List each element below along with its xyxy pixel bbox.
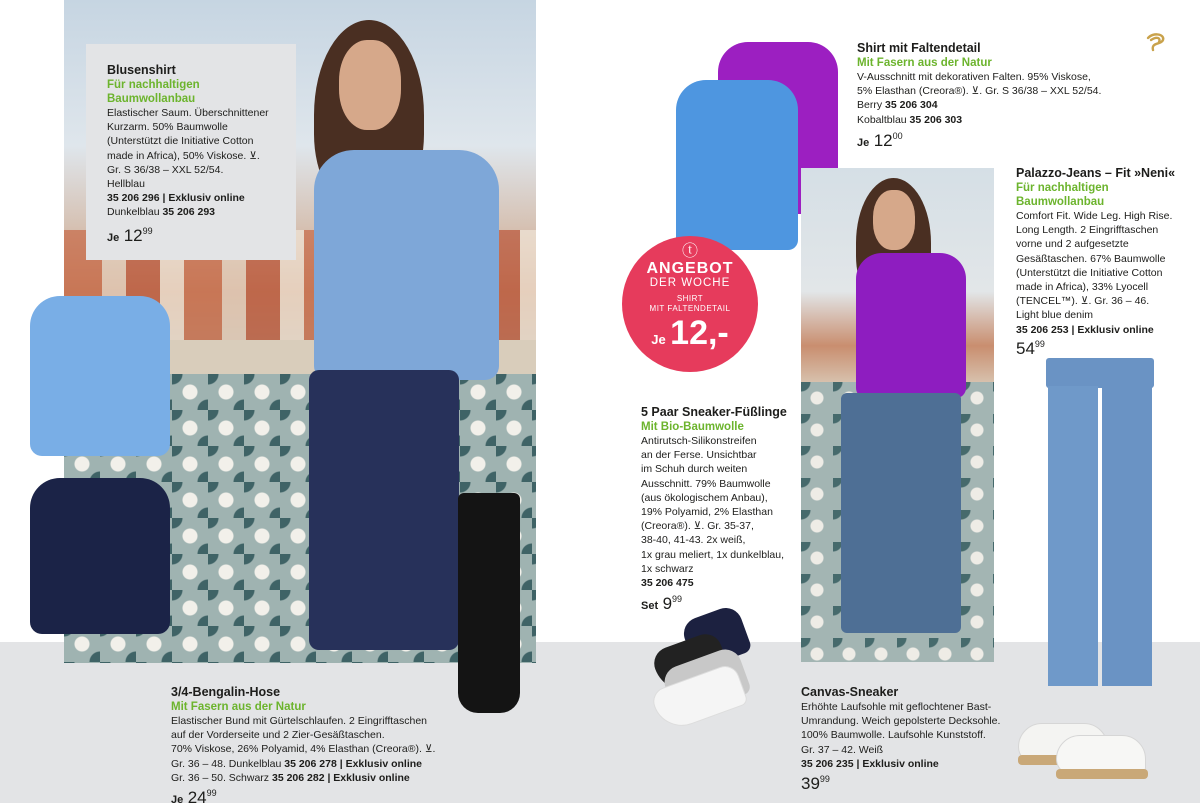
palazzo-tagline-1: Für nachhaltigen [1016,182,1109,194]
bengalin-line-4: Gr. 36 – 48. Dunkelblau 35 206 278 | Exklusiv online [171,757,423,770]
socks-line-7: (Creora®). ⊻. Gr. 35-37, [641,520,754,533]
socks-line-4: Ausschnitt. 79% Baumwolle [641,477,771,490]
socks-line-8: 38-40, 41-43. 2x weiß, [641,534,746,547]
socks-tagline: Mit Bio-Baumwolle [641,421,744,433]
shirt-falten-info [857,40,1127,151]
socks-title: 5 Paar Sneaker-Füßlinge [641,405,787,419]
blusenshirt-tagline-2: Baumwollanbau [107,93,196,105]
bengalin-line-1: Elastischer Bund mit Gürtelschlaufen. 2 Eingrifftaschen [171,715,428,727]
palazzo-article: 35 206 253 | Exklusiv online [1016,323,1154,336]
palazzo-price: $54^{99}$ [1016,338,1045,358]
shirt-falten-line-2: 5% Elasthan (Creora®). ⊻. Gr. S 36/38 – XXL 52/54. [857,85,1102,98]
sneaker-socks-image [646,612,776,722]
socks-line-1: Antirutsch-Silikonstreifen [641,435,757,447]
tchibo-bean-logo-icon [1143,30,1169,56]
shirt-falten-tagline: Mit Fasern aus der Natur [857,57,992,69]
bengalin-line-2: auf der Vorderseite und 2 Zier-Gesäßtaschen. [171,729,385,742]
blusenshirt-line-4: made in Africa), 50% Viskose. ⊻. [107,149,260,162]
shirt-falten-berry: Berry 35 206 304 [857,99,938,112]
bengalin-tagline: Mit Fasern aus der Natur [171,701,306,713]
socks-article: 35 206 475 [641,577,694,590]
shirt-dark-blue-image [30,478,170,634]
blusenshirt-line-2: Kurzarm. 50% Baumwolle [107,121,228,134]
sneaker-right-sole [1056,769,1148,779]
palazzo-line-8: Light blue denim [1016,309,1094,322]
blusenshirt-info-box [86,44,296,260]
wash-icon: ⊻ [249,149,257,162]
model-pants [309,370,459,650]
palazzo-jeans-image [1046,358,1154,686]
blusenshirt-line-3: (Unterstützt die Initiative Cotton [107,135,254,148]
socks-price: Set $9^{99}$ [641,594,683,614]
model-face [339,40,401,130]
offer-product-2: MIT FALTENDETAIL [649,304,731,313]
canvas-line-2: Umrandung. Weich gepolsterte Decksohle. [801,715,1001,728]
wash-icon: ⊻ [971,85,980,98]
bengalin-info [171,684,471,803]
socks-line-5: (aus ökologischem Anbau), [641,491,768,504]
palazzo-line-1: Comfort Fit. Wide Leg. High Rise. [1016,210,1173,222]
blusenshirt-title: Blusenshirt [107,63,176,77]
black-capri-pants-image [458,493,520,713]
shirt-falten-kobalt: Kobaltblau 35 206 303 [857,113,963,126]
offer-logo-icon: ⓣ [681,243,698,260]
blusenshirt-price: Je $12^{99}$ [107,225,153,245]
bengalin-title: 3/4-Bengalin-Hose [171,685,281,699]
model-jeans [841,393,961,633]
socks-line-9: 1x grau meliert, 1x dunkelblau, [641,548,784,561]
blusenshirt-line-1: Elastischer Saum. Überschnittener [107,107,269,119]
palazzo-info [1016,165,1196,359]
blusenshirt-tagline-1: Für nachhaltigen [107,79,200,91]
canvas-line-3: 100% Baumwolle. Laufsohle Kunststoff. [801,729,986,742]
canvas-line-4: Gr. 37 – 42. Weiß [801,743,884,756]
palazzo-line-2: Long Length. 2 Eingrifftaschen [1016,224,1159,237]
wash-icon: ⊻ [424,743,433,756]
jeans-waistband [1046,358,1154,388]
canvas-info [801,684,1041,794]
model-shirt-right [856,253,966,398]
canvas-price: $39^{99}$ [801,774,830,794]
jeans-leg-right [1102,386,1152,686]
blusenshirt-article-2: Dunkelblau 35 206 293 [107,206,216,219]
bengalin-line-3: 70% Viskose, 26% Polyamid, 4% Elasthan (Creora®). ⊻. [171,743,436,756]
model-photo-palazzo [801,168,994,662]
socks-line-2: an der Ferse. Unsichtbar [641,449,757,462]
model-face-right [873,190,915,250]
offer-product-1: SHIRT [676,294,704,303]
palazzo-line-7: (TENCEL™). ⊻. Gr. 36 – 46. [1016,295,1150,308]
shirt-falten-line-1: V-Ausschnitt mit dekorativen Falten. 95% Viskose, [857,71,1091,83]
wash-icon: ⊻ [693,520,702,533]
socks-line-3: im Schuh durch weiten [641,463,748,476]
canvas-article: 35 206 235 | Exklusiv online [801,757,939,770]
blusenshirt-line-5: Gr. S 36/38 – XXL 52/54. [107,163,224,176]
shirt-cobalt-image [676,80,798,250]
palazzo-tagline-2: Baumwollanbau [1016,196,1105,208]
palazzo-line-3: vorne und 2 aufgesetzte [1016,238,1129,251]
shirt-light-blue-image [30,296,170,456]
canvas-line-1: Erhöhte Laufsohle mit geflochtener Bast- [801,701,992,713]
socks-line-6: 19% Polyamid, 2% Elasthan [641,506,773,519]
shirt-falten-price: Je $12^{00}$ [857,130,903,150]
offer-of-the-week-badge [622,236,758,372]
palazzo-line-5: (Unterstützt die Initiative Cotton [1016,266,1163,279]
blusenshirt-line-6: Hellblau [107,178,145,191]
palazzo-line-6: made in Africa), 33% Lyocell [1016,281,1149,294]
bengalin-line-5: Gr. 36 – 50. Schwarz 35 206 282 | Exklusiv online [171,771,410,784]
jeans-leg-left [1048,386,1098,686]
palazzo-title: Palazzo-Jeans – Fit »Neni« [1016,166,1176,180]
canvas-title: Canvas-Sneaker [801,685,899,699]
offer-price: Je 12,- [651,314,729,352]
offer-title: ANGEBOT [646,260,734,277]
model-shirt [314,150,499,380]
shirt-falten-title: Shirt mit Faltendetail [857,41,981,55]
wash-icon: ⊻ [1080,295,1089,308]
palazzo-line-4: Gesäßtaschen. 67% Baumwolle [1016,252,1166,265]
blusenshirt-article-1: 35 206 296 | Exklusiv online [107,192,245,205]
sneaker-socks-info [641,404,801,614]
socks-line-10: 1x schwarz [641,562,694,575]
offer-subtitle: DER WOCHE [649,277,731,289]
bengalin-price: Je $24^{99}$ [171,788,217,803]
